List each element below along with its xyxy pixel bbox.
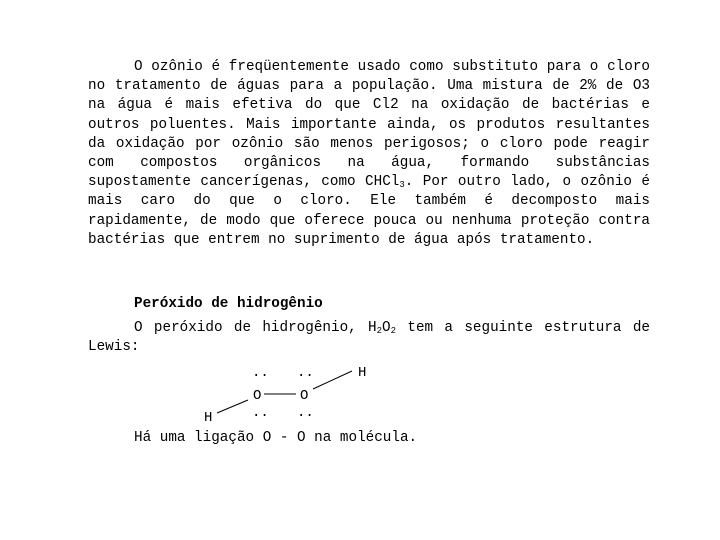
intro-text-end: . Por outro lado, o ozônio é mais caro do que o cloro. Ele também é decomposto mais rapidamente, de modo que oferece pouca ou nenhuma proteção contra bactérias que entrem no suprimento de água após tratamento. — [88, 174, 650, 248]
conclusion-text: Há uma ligação O - O na molécula. — [134, 430, 418, 446]
h2-subscript: 2 — [376, 326, 383, 336]
lone-pair-o2-bottom: .. — [297, 405, 314, 421]
atom-o-left: O — [253, 388, 262, 404]
atom-h-right: H — [358, 365, 367, 381]
atom-h-left: H — [204, 410, 213, 426]
peroxide-text-a: O peróxido de hidrogênio, H — [134, 320, 377, 336]
bond-h-o-left — [217, 400, 248, 413]
section-heading: Peróxido de hidrogênio — [134, 296, 323, 312]
lone-pair-o1-top: .. — [252, 365, 269, 381]
chcl3-subscript: 3 — [399, 180, 405, 191]
peroxide-o: O — [382, 320, 391, 336]
peroxide-text-b: tem a seguinte estrutura de Lewis: — [88, 320, 650, 356]
intro-text: O ozônio é freqüentemente usado como substituto para o cloro no tratamento de águas para a população. Uma mistura de 2% de O3 na água é mais efetiva do que Cl2 na oxidação de bactérias e outros poluentes. Mais importante ainda, os produtos resultantes da oxidação por ozônio são menos perigosos; o cloro pode reagir com compostos orgânicos na água, formando substâncias supostamente cancerígenas, como CHCl — [88, 59, 650, 191]
lone-pair-o2-top: .. — [297, 365, 314, 381]
o2-subscript: 2 — [390, 326, 397, 336]
lone-pair-o1-bottom: .. — [252, 405, 269, 421]
bond-o-h-right — [313, 371, 352, 389]
atom-o-right: O — [300, 388, 309, 404]
